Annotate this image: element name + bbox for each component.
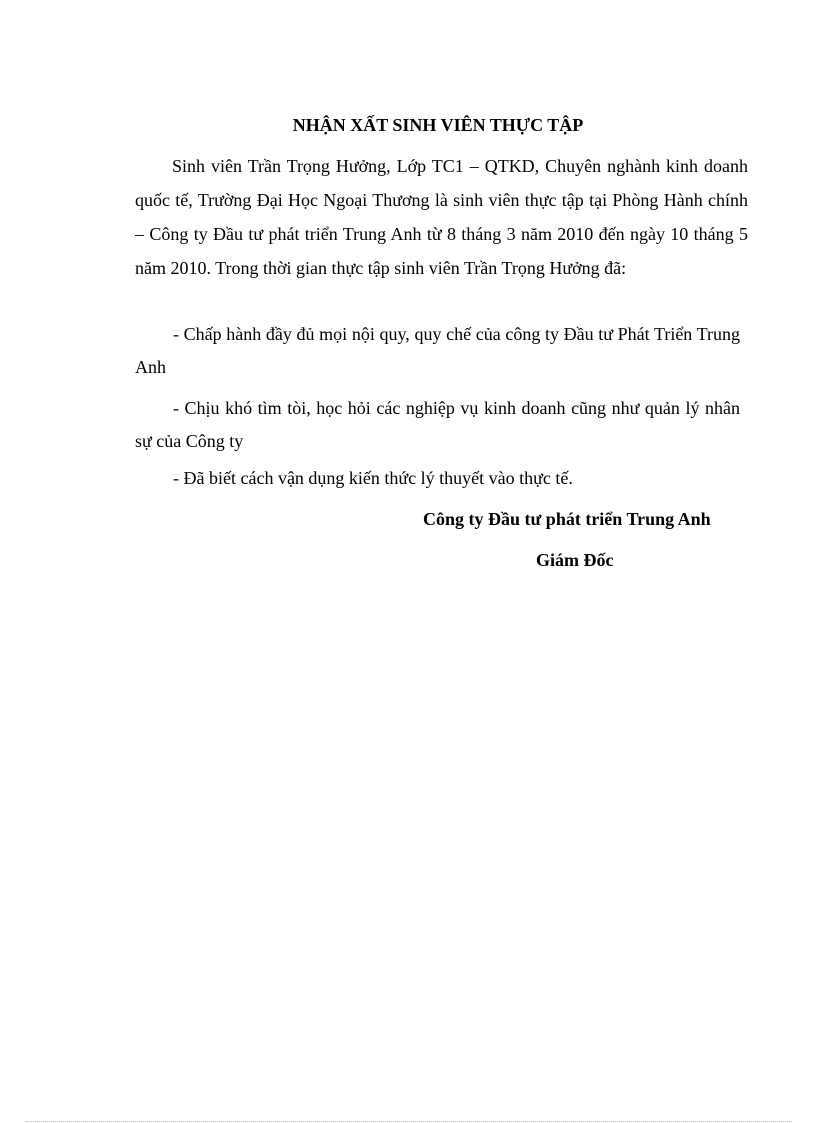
bullet-item-rules: - Chấp hành đầy đủ mọi nội quy, quy chế của công ty Đầu tư Phát Triển Trung Anh: [135, 324, 740, 377]
signature-company: Công ty Đầu tư phát triển Trung Anh: [423, 509, 711, 529]
signature-position: Giám Đốc: [536, 550, 614, 570]
page-bottom-border: [26, 1121, 792, 1122]
bullet-item-learning: - Chịu khó tìm tòi, học hỏi các nghiệp vụ kinh doanh cũng như quản lý nhân sự của Công ty: [135, 398, 740, 451]
bullet-item-application: - Đã biết cách vận dụng kiến thức lý thuyết vào thực tế.: [173, 468, 573, 488]
document-title: NHẬN XẤT SINH VIÊN THỰC TẬP: [292, 115, 584, 135]
intro-paragraph: Sinh viên Trần Trọng Hưởng, Lớp TC1 – QTKD, Chuyên nghành kinh doanh quốc tế, Trường Đại Học Ngoại Thương là sinh viên thực tập tại Phòng Hành chính – Công ty Đầu tư phát triển Trung Anh từ 8 tháng 3 năm 2010 đến ngày 10 tháng 5 năm 2010. Trong thời gian thực tập sinh viên Trần Trọng Hưởng đã:: [135, 156, 748, 278]
